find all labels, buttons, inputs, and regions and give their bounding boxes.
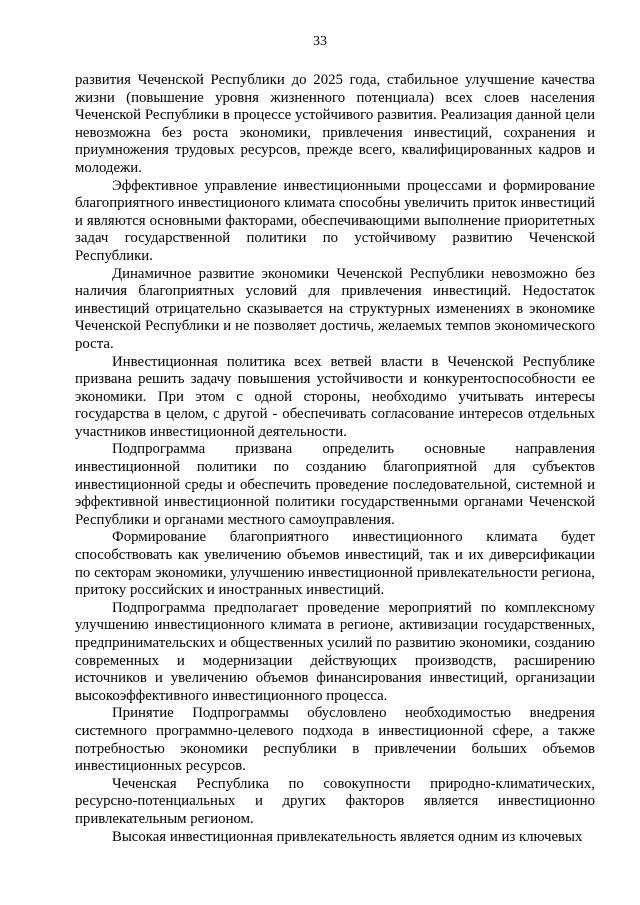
paragraph: Инвестиционная политика всех ветвей власти в Чеченской Республике призвана решить задачу повышения устойчивости и конкурентоспособности ее экономики. При этом с одной стороны, необходимо учитывать интересы государства в целом, с другой - обеспечивать согласование интересов отдельных участников инвестиционной деятельности. — [75, 353, 595, 440]
paragraph: Чеченская Республика по совокупности природно-климатических, ресурсно-потенциальных и других факторов является инвестиционно привлекательным регионом. — [75, 775, 595, 827]
body-text — [75, 72, 595, 846]
paragraph: Подпрограмма призвана определить основные направления инвестиционной политики по созданию благоприятной для субъектов инвестиционной среды и обеспечить проведение последовательной, системной и эффективной инвестиционной политики государственными органами Чеченской Республики и органами местного самоуправления. — [75, 441, 595, 528]
paragraph: Формирование благоприятного инвестиционного климата будет способствовать как увеличению объемов инвестиций, так и их диверсификации по секторам экономики, улучшению инвестиционной привлекательности региона, притоку российских и иностранных инвестиций. — [75, 529, 595, 599]
paragraph: Эффективное управление инвестиционными процессами и формирование благоприятного инвестиционого климата способны увеличить приток инвестиций и являются основными факторами, обеспечивающими выполнение приоритетных задач государственной политики по устойчивому развитию Чеченской Республики. — [75, 177, 595, 264]
paragraph: Высокая инвестиционная привлекательность является одним из ключевых — [112, 828, 583, 845]
paragraph: развития Чеченской Республики до 2025 года, стабильное улучшение качества жизни (повышение уровня жизненного потенциала) всех слоев населения Чеченской Республики в процессе устойчивого развития. Реализация данной цели невозможна без роста экономики, привлечения инвестиций, сохранения и приумножения трудовых ресурсов, прежде всего, квалифицированных кадров и молодежи. — [75, 72, 595, 176]
paragraph: Динамичное развитие экономики Чеченской Республики невозможно без наличия благоприятных условий для привлечения инвестиций. Недостаток инвестиций отрицательно сказывается на структурных изменениях в экономике Чеченской Республики и не позволяет достичь, желаемых темпов экономического роста. — [75, 265, 595, 352]
paragraph: Принятие Подпрограммы обусловлено необходимостью внедрения системного программно-целевого подхода в инвестиционной сфере, а также потребностью экономики республики в привлечении больших объемов инвестиционных ресурсов. — [75, 705, 595, 775]
page-number: 33 — [313, 34, 327, 49]
paragraph: Подпрограмма предполагает проведение мероприятий по комплексному улучшению инвестиционного климата в регионе, активизации государственных, предпринимательских и общественных усилий по развитию экономики, созданию современных и модернизации действующих производств, расширению источников и увеличению объемов финансирования инвестиций, организации высокоэффективного инвестиционного процесса. — [75, 599, 595, 704]
